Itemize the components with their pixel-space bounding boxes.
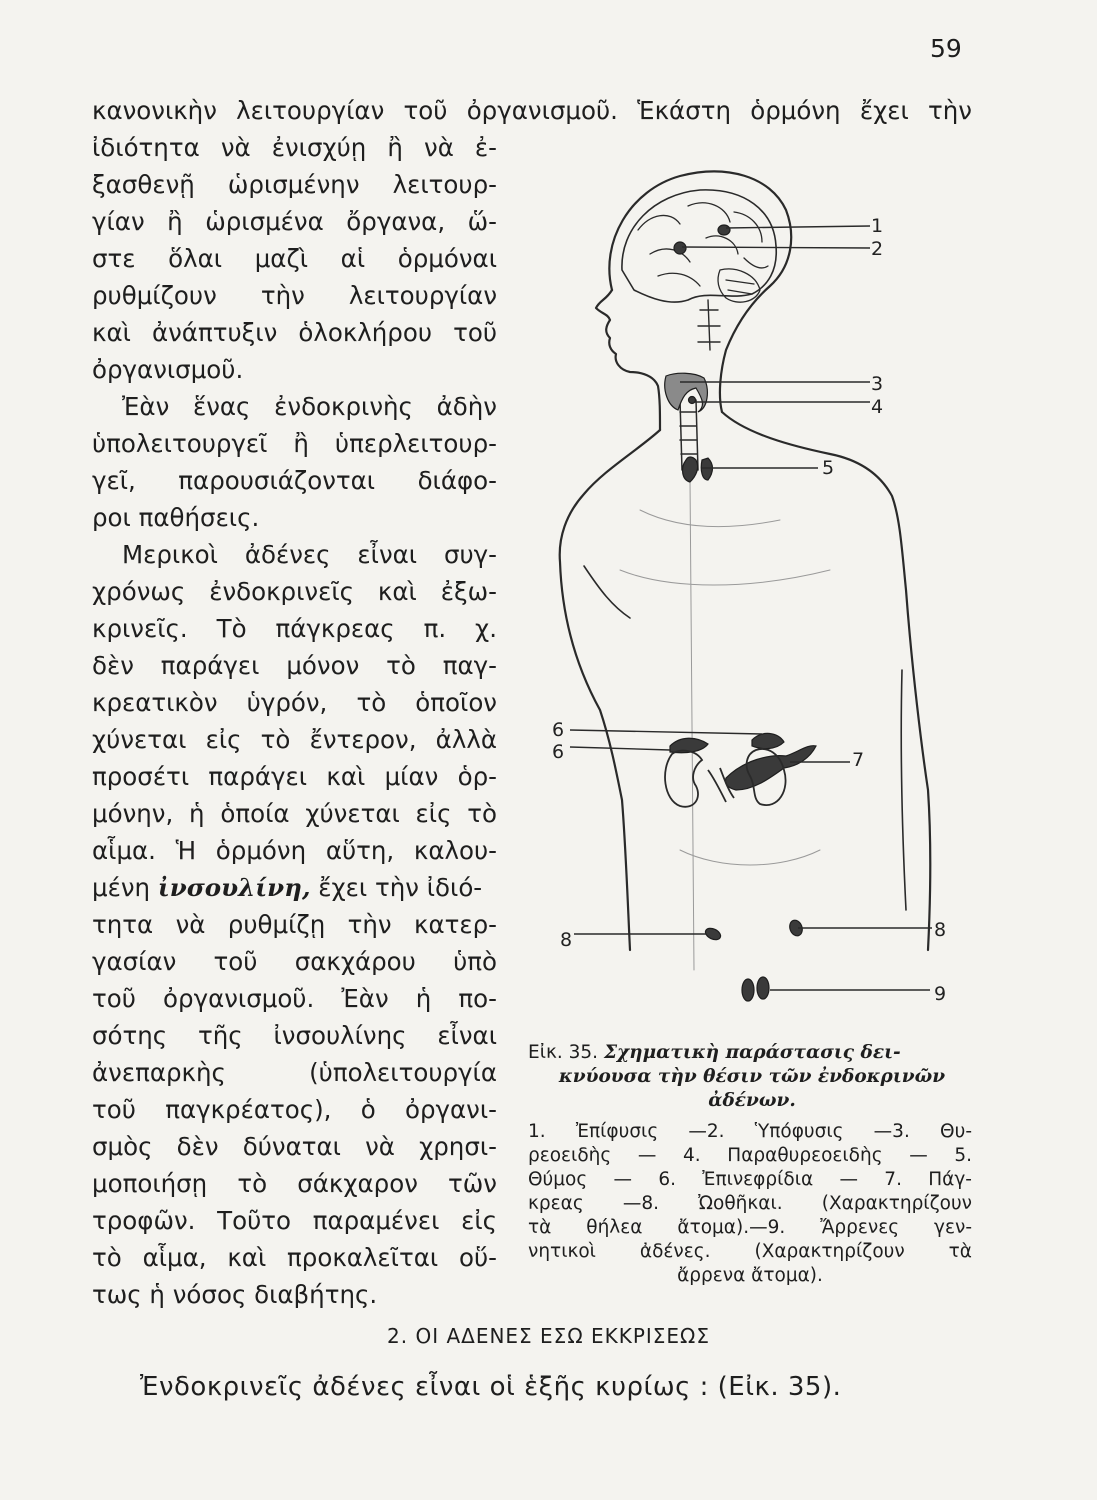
- figure-label-5: 5: [822, 457, 835, 479]
- thyroid-gland: [665, 373, 708, 412]
- caption-legend-line: τὰ θήλεα ἄτομα).—9. Ἄρρενες γεν-: [528, 1217, 972, 1238]
- text-line: τοῦ ὀργανισμοῦ. Ἐὰν ἡ πο-: [92, 984, 497, 1013]
- text-span: ἔχει τὴν ἰδιό-: [318, 873, 483, 902]
- cerebellum: [718, 269, 760, 302]
- figure-label-3: 3: [871, 373, 884, 395]
- text-line: σότης τῆς ἰνσουλίνης εἶναι: [92, 1021, 497, 1050]
- arm-line: [584, 566, 630, 618]
- text-line: σμὸς δὲν δύναται νὰ χρησι-: [92, 1132, 497, 1161]
- face-profile: [596, 290, 660, 430]
- text-line: ἰδιότητα νὰ ἐνισχύῃ ἢ νὰ ἐ-: [92, 133, 497, 162]
- text-line: τὸ αἷμα, καὶ προκαλεῖται οὕ-: [92, 1243, 497, 1272]
- text-line: γασίαν τοῦ σακχάρου ὑπὸ: [92, 947, 497, 976]
- figure-label-4: 4: [871, 396, 884, 418]
- figure-label-8-left: 8: [560, 929, 573, 951]
- text-line: ξασθενῇ ὡρισμένην λειτουρ-: [92, 170, 497, 199]
- text-line: γεῖ, παρουσιάζονται διάφο-: [92, 466, 497, 495]
- testis-right: [757, 977, 769, 999]
- page-number: 59: [930, 34, 962, 63]
- text-line: [92, 873, 497, 903]
- text-line: κρινεῖς. Τὸ πάγκρεας π. χ.: [92, 614, 497, 643]
- text-line: τοῦ παγκρέατος), ὁ ὀργανι-: [92, 1095, 497, 1124]
- arm-line: [901, 670, 906, 910]
- caption-legend-line: Θύμος — 6. Ἐπινεφρίδια — 7. Πάγ-: [528, 1169, 972, 1190]
- figure-label-7: 7: [852, 749, 865, 771]
- caption-title-line: ἀδένων.: [708, 1090, 796, 1111]
- insulin-term: ἰνσουλίνη,: [157, 873, 311, 902]
- text-line: Μερικοὶ ἀδένες εἶναι συγ-: [122, 540, 497, 569]
- text-line: χύνεται εἰς τὸ ἔντερον, ἀλλὰ: [92, 725, 497, 754]
- endocrine-glands-figure: [530, 150, 970, 1020]
- text-line: αἷμα. Ἡ ὁρμόνη αὕτη, καλου-: [92, 836, 497, 865]
- torso-left-outline: [560, 430, 660, 950]
- pineal-gland: [718, 225, 730, 235]
- text-line: καὶ ἀνάπτυξιν ὁλοκλήρου τοῦ: [92, 318, 497, 347]
- torso-right-outline: [722, 412, 930, 950]
- section-heading: 2. ΟΙ ΑΔΕΝΕΣ ΕΣΩ ΕΚΚΡΙΣΕΩΣ: [387, 1324, 710, 1348]
- text-line: Ἐὰν ἕνας ἐνδοκρινὴς ἀδὴν: [122, 392, 497, 421]
- caption-legend-line: ρεοειδὴς — 4. Παραθυρεοειδὴς — 5.: [528, 1145, 972, 1166]
- text-line: χρόνως ἐνδοκρινεῖς καὶ ἐξω-: [92, 577, 497, 606]
- text-line: ροι παθήσεις.: [92, 503, 260, 532]
- text-line: δὲν παράγει μόνον τὸ παγ-: [92, 651, 497, 680]
- figure-label-2: 2: [871, 238, 884, 260]
- caption-legend-line: 1. Ἐπίφυσις —2. Ὑπόφυσις —3. Θυ-: [528, 1121, 972, 1142]
- caption-legend-line: νητικοὶ ἀδένες. (Χαρακτηρίζουν τὰ: [528, 1241, 972, 1262]
- adrenal-gland-right: [752, 733, 784, 748]
- text-line: γίαν ἢ ὡρισμένα ὄργανα, ὥ-: [92, 207, 497, 236]
- inner-body-lines: [620, 480, 830, 970]
- caption-legend-line: κρεας —8. Ὠοθῆκαι. (Χαρακτηρίζουν: [528, 1193, 972, 1214]
- caption-title-line: κνύουσα τὴν θέσιν τῶν ἐνδοκρινῶν: [558, 1066, 946, 1087]
- pituitary-gland: [674, 242, 686, 254]
- brain-folds: [638, 203, 768, 286]
- spine: [698, 300, 720, 350]
- closing-line: Ἐνδοκρινεῖς ἀδένες εἶναι οἱ ἑξῆς κυρίως : (Εἰκ. 35).: [140, 1372, 842, 1402]
- figure-label-9: 9: [934, 983, 947, 1005]
- leader-line-6a: [570, 730, 762, 734]
- text-line: κρεατικὸν ὑγρόν, τὸ ὁποῖον: [92, 688, 497, 717]
- figure-label-6a: 6: [552, 719, 565, 741]
- caption-title: Σχηματικὴ παράστασις δει-: [603, 1042, 901, 1063]
- ovary-left: [704, 926, 723, 942]
- figure-number: Εἰκ. 35.: [528, 1042, 599, 1063]
- caption-legend-line: ἄρρενα ἄτομα).: [677, 1265, 823, 1286]
- text-line: ὀργανισμοῦ.: [92, 355, 244, 384]
- text-line: ἀνεπαρκὴς (ὑπολειτουργία: [92, 1058, 497, 1087]
- text-line: ρυθμίζουν τὴν λειτουργίαν: [92, 281, 497, 310]
- caption-title-line: [528, 1042, 976, 1064]
- leader-line-2: [682, 247, 870, 248]
- text-line: τητα νὰ ρυθμίζῃ τὴν κατερ-: [92, 910, 497, 939]
- testis-left: [742, 979, 754, 1001]
- leader-line-6b: [570, 747, 670, 750]
- text-line: στε ὅλαι μαζὶ αἱ ὁρμόναι: [92, 244, 497, 273]
- pancreas: [725, 746, 816, 790]
- text-line: προσέτι παράγει καὶ μίαν ὁρ-: [92, 762, 497, 791]
- text-line: κανονικὴν λειτουργίαν τοῦ ὀργανισμοῦ. Ἑκάστη ὁρμόνη ἔχει τὴν: [92, 96, 972, 125]
- text-line: μοποιήσῃ τὸ σάκχαρον τῶν: [92, 1169, 497, 1198]
- figure-label-6b: 6: [552, 741, 565, 763]
- figure-label-8-right: 8: [934, 919, 947, 941]
- text-line: τροφῶν. Τοῦτο παραμένει εἰς: [92, 1206, 497, 1235]
- text-line: ὑπολειτουργεῖ ἢ ὑπερλειτουρ-: [92, 429, 497, 458]
- text-line: τως ἡ νόσος διαβήτης.: [92, 1280, 378, 1309]
- leader-line-1: [726, 226, 870, 228]
- text-span: μένη: [92, 873, 151, 902]
- figure-label-1: 1: [871, 215, 884, 237]
- text-line: μόνην, ἡ ὁποία χύνεται εἰς τὸ: [92, 799, 497, 828]
- kidney-left: [665, 751, 702, 807]
